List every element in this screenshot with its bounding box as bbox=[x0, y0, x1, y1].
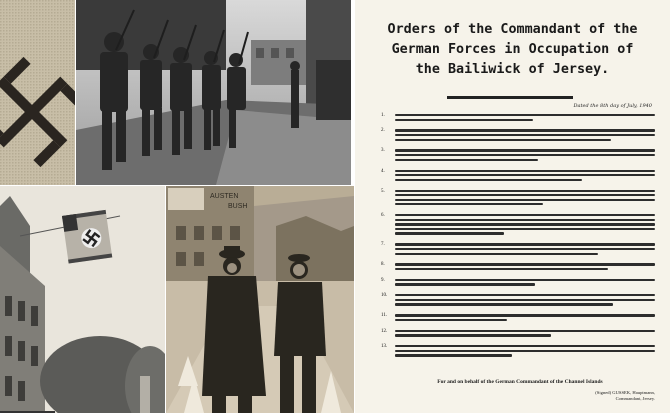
order-number: 10. bbox=[381, 293, 388, 299]
notice-title-line: the Bailiwick of Jersey. bbox=[415, 62, 610, 77]
text-line bbox=[395, 299, 655, 301]
text-line bbox=[395, 170, 655, 172]
order-body-text bbox=[395, 243, 655, 257]
order-paragraph bbox=[381, 170, 655, 184]
order-number: 6. bbox=[381, 213, 385, 219]
text-line bbox=[395, 248, 655, 250]
notice-title-line: Orders of the Commandant of the bbox=[387, 22, 638, 37]
order-number: 7. bbox=[381, 242, 385, 248]
order-body-text bbox=[395, 330, 655, 339]
order-body-text bbox=[395, 263, 655, 272]
text-line bbox=[395, 114, 655, 116]
text-line bbox=[395, 119, 533, 121]
war-flag bbox=[62, 210, 112, 264]
order-number: 11. bbox=[381, 313, 388, 319]
order-paragraph bbox=[381, 149, 655, 163]
notice-order-list bbox=[381, 114, 655, 365]
order-paragraph bbox=[381, 190, 655, 208]
order-body-text bbox=[395, 129, 655, 143]
text-line bbox=[395, 350, 655, 352]
officials-street-photo bbox=[166, 186, 354, 413]
text-line bbox=[395, 243, 655, 245]
order-body-text bbox=[395, 170, 655, 184]
order-body-text bbox=[395, 190, 655, 208]
text-line bbox=[395, 134, 655, 136]
order-paragraph bbox=[381, 129, 655, 143]
text-line bbox=[395, 345, 655, 347]
orders-notice-document bbox=[355, 0, 670, 413]
text-line bbox=[395, 354, 512, 356]
text-line bbox=[395, 149, 655, 151]
text-line bbox=[395, 319, 507, 321]
order-paragraph bbox=[381, 330, 655, 339]
text-line bbox=[395, 334, 551, 336]
order-body-text bbox=[395, 114, 655, 123]
order-paragraph bbox=[381, 214, 655, 237]
order-paragraph bbox=[381, 263, 655, 272]
notice-signature-block bbox=[575, 390, 655, 402]
order-number: 4. bbox=[381, 168, 385, 174]
text-line bbox=[395, 232, 504, 234]
text-line bbox=[395, 268, 608, 270]
notice-title bbox=[355, 20, 670, 80]
text-line bbox=[395, 203, 543, 205]
order-paragraph bbox=[381, 243, 655, 257]
text-line bbox=[395, 228, 655, 230]
text-line bbox=[395, 129, 655, 131]
text-line bbox=[395, 159, 538, 161]
marching-soldiers-photo bbox=[76, 0, 351, 185]
order-number: 13. bbox=[381, 344, 388, 350]
order-number: 2. bbox=[381, 128, 385, 134]
text-line bbox=[395, 174, 655, 176]
text-line bbox=[395, 314, 655, 316]
order-number: 12. bbox=[381, 328, 388, 334]
order-number: 8. bbox=[381, 262, 385, 268]
order-body-text bbox=[395, 214, 655, 237]
title-underline-divider bbox=[447, 96, 573, 99]
order-body-text bbox=[395, 345, 655, 359]
text-line bbox=[395, 139, 611, 141]
order-number: 1. bbox=[381, 113, 385, 118]
text-line bbox=[395, 154, 655, 156]
text-line bbox=[395, 263, 655, 265]
notice-date: Dated the 8th day of July, 1940 bbox=[573, 103, 652, 109]
notice-signoff: For and on behalf of the German Commandant of the Channel Islands bbox=[437, 379, 603, 385]
text-line bbox=[395, 279, 655, 281]
notice-title-line: German Forces in Occupation of bbox=[391, 42, 634, 57]
building-with-flag-photo bbox=[0, 186, 165, 413]
text-line bbox=[395, 303, 613, 305]
text-line bbox=[395, 199, 655, 201]
text-line bbox=[395, 179, 582, 181]
notice-signature-role: Commandant, Jersey. bbox=[615, 396, 655, 401]
text-line bbox=[395, 214, 655, 216]
order-body-text bbox=[395, 149, 655, 163]
text-line bbox=[395, 294, 655, 296]
text-line bbox=[395, 190, 655, 192]
order-number: 5. bbox=[381, 188, 385, 194]
order-body-text bbox=[395, 314, 655, 323]
street-sign-left: AUSTEN bbox=[210, 193, 239, 200]
text-line bbox=[395, 219, 655, 221]
order-paragraph bbox=[381, 314, 655, 323]
order-body-text bbox=[395, 294, 655, 308]
order-number: 3. bbox=[381, 148, 385, 154]
order-paragraph bbox=[381, 345, 655, 359]
text-line bbox=[395, 283, 535, 285]
order-paragraph bbox=[381, 114, 655, 123]
notice-signature: (Signed) GUSSEK, Hauptmann, bbox=[595, 390, 655, 395]
order-paragraph bbox=[381, 294, 655, 308]
street-sign-right: BUSH bbox=[228, 203, 248, 210]
order-paragraph bbox=[381, 279, 655, 288]
order-body-text bbox=[395, 279, 655, 288]
text-line bbox=[395, 253, 598, 255]
order-number: 9. bbox=[381, 277, 385, 283]
swastika-closeup-photo bbox=[0, 0, 75, 185]
text-line bbox=[395, 194, 655, 196]
text-line bbox=[395, 330, 655, 332]
text-line bbox=[395, 223, 655, 225]
